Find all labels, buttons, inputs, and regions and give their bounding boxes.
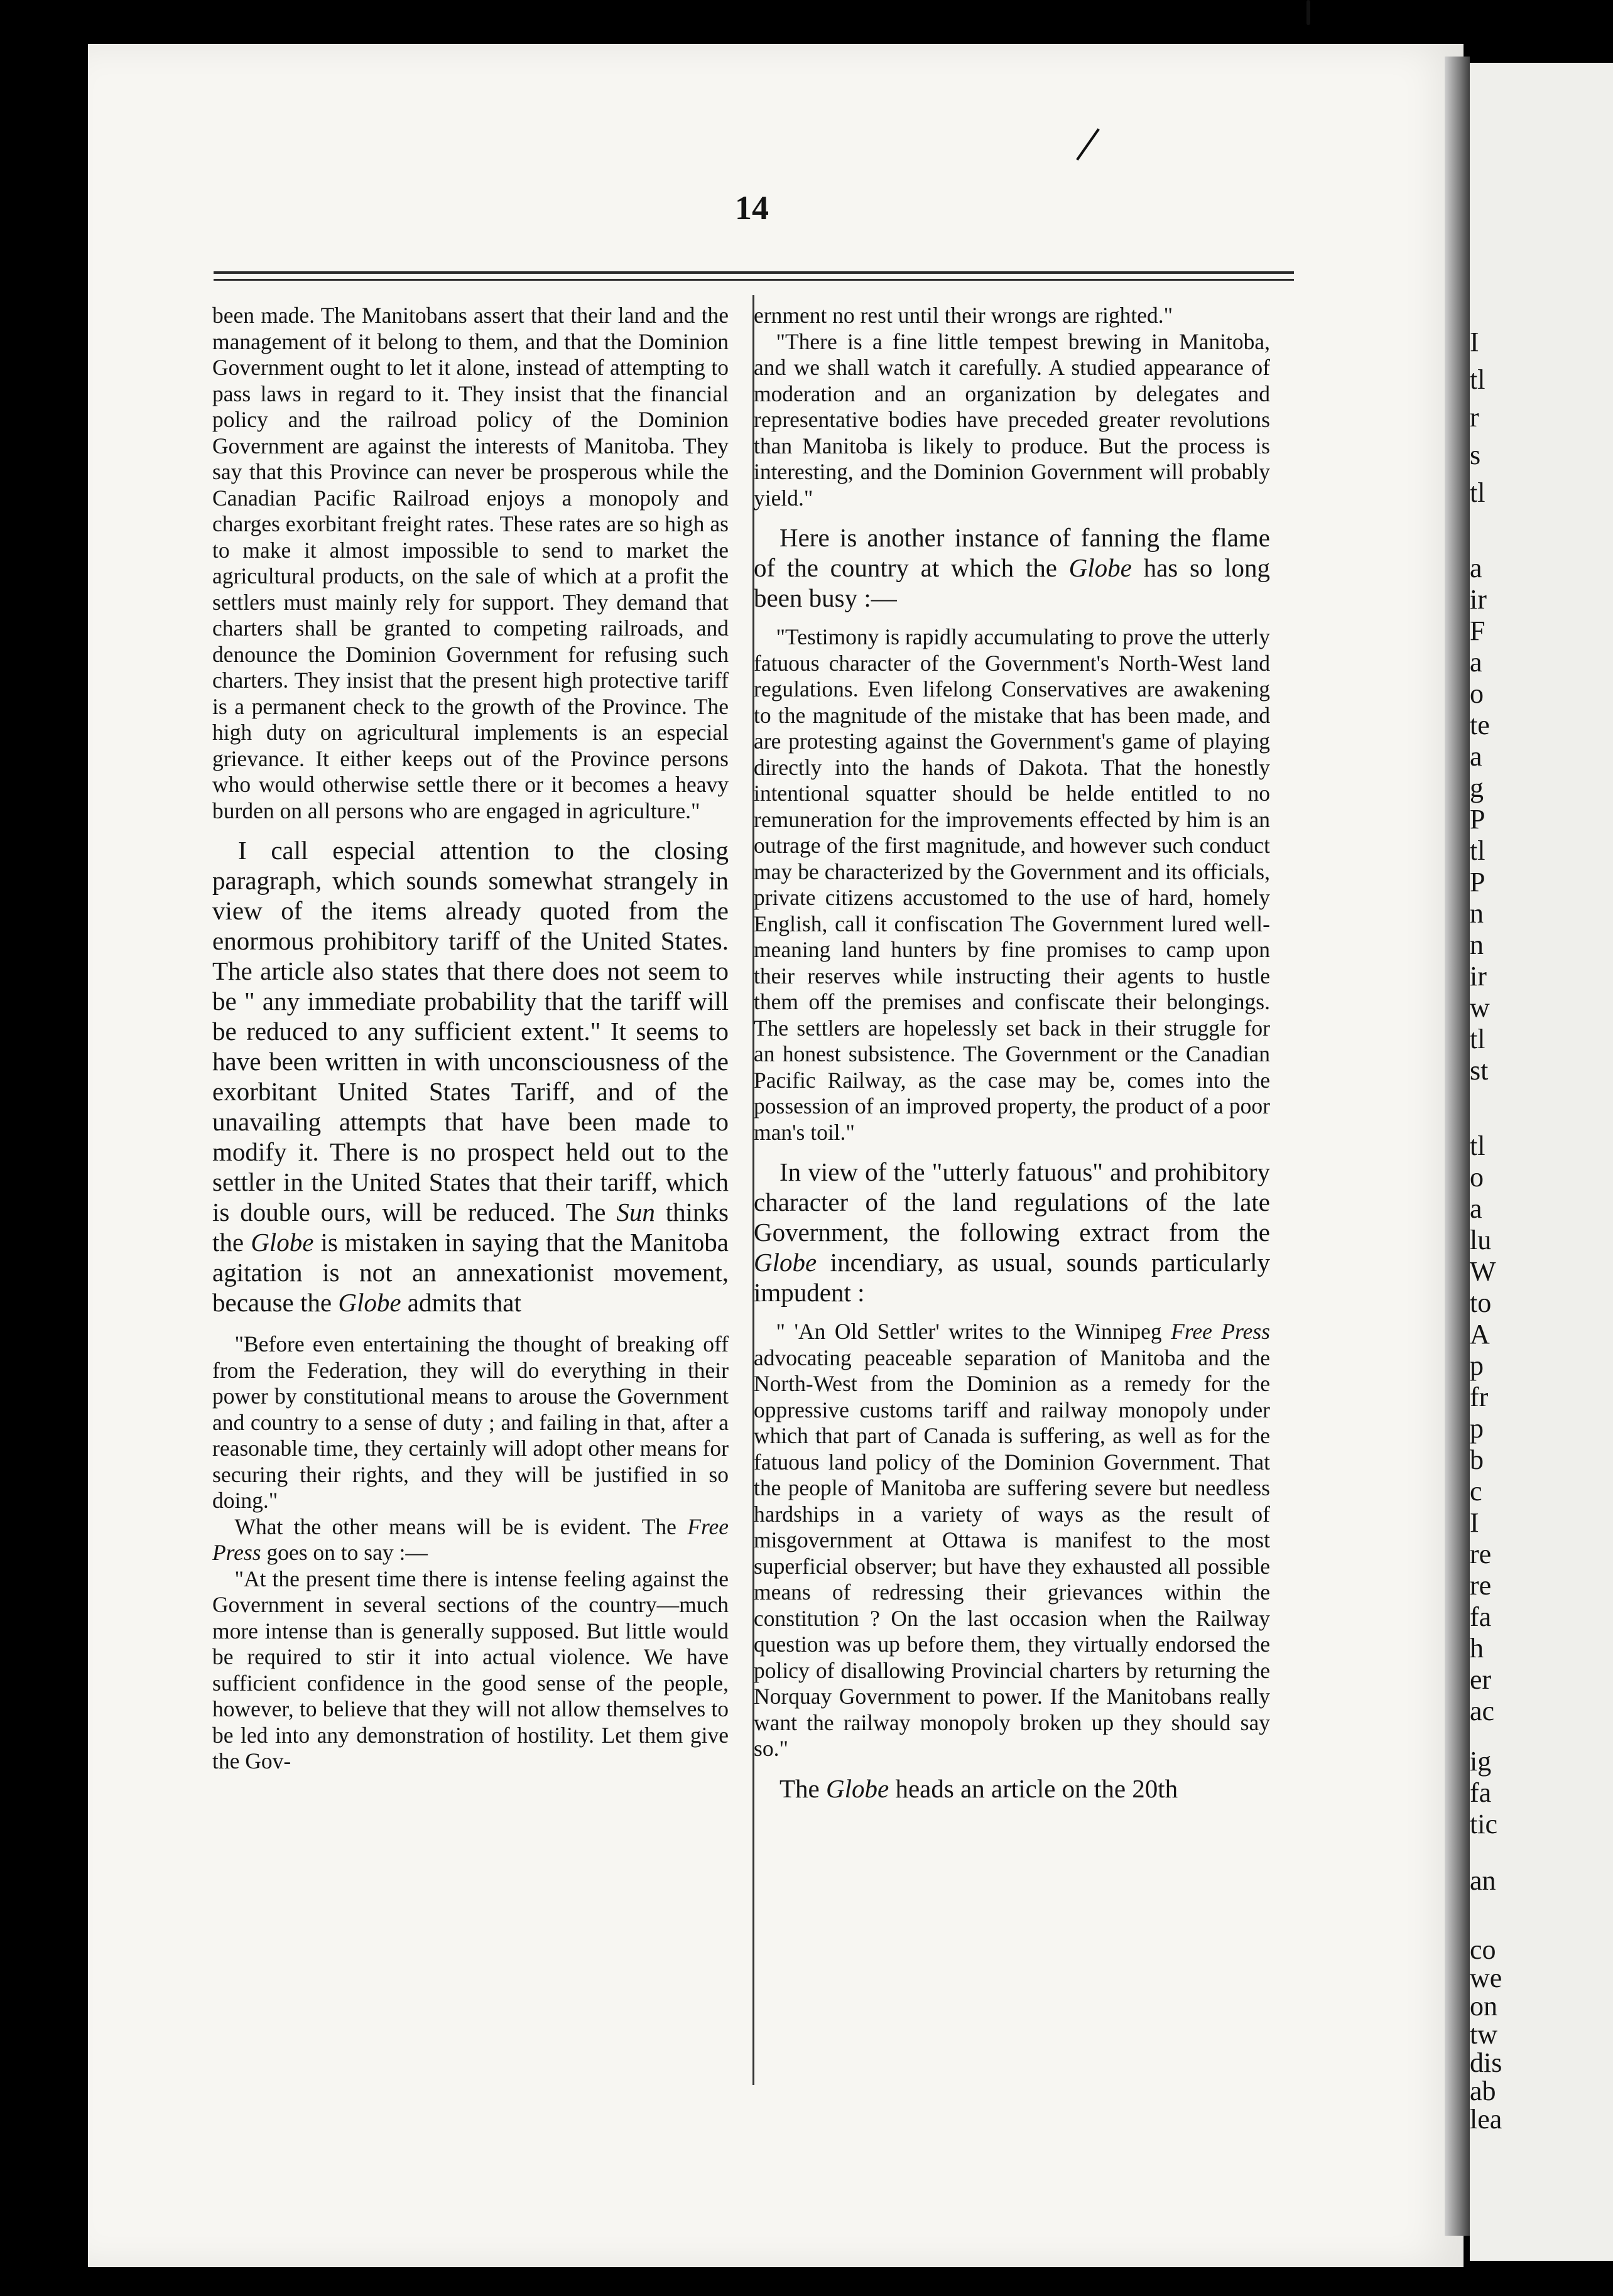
fragment-line: a [1470, 741, 1482, 772]
quoted-paragraph: ernment no rest until their wrongs are righted." [754, 303, 1173, 328]
fragment-line: fa [1470, 1777, 1492, 1808]
body-text: incendiary, as usual, sounds particularly impudent : [754, 1248, 1270, 1307]
body-paragraph [754, 1773, 1270, 1804]
fragment-line: tw [1470, 2019, 1497, 2050]
left-column [212, 303, 729, 2099]
fragment-line: I [1470, 327, 1479, 357]
body-text: thinks the [212, 1198, 729, 1257]
fragment-line: o [1470, 678, 1484, 709]
fragment-line: P [1470, 804, 1485, 835]
fragment-line: tl [1470, 835, 1485, 866]
adjacent-page-fragment [1470, 63, 1613, 2261]
fragment-line: tl [1470, 364, 1485, 395]
fragment-line: lu [1470, 1225, 1492, 1255]
body-text: has so long been busy :— [754, 553, 1270, 612]
body-text: The [779, 1773, 826, 1803]
fragment-line: o [1470, 1162, 1484, 1193]
body-paragraph [754, 1157, 1270, 1308]
fragment-line: tl [1470, 1024, 1485, 1054]
body-text: advocating peaceable separation of Manitoba and the North-West from the Dominion as a remedy for the oppressive customs tariff and railway monopoly under which that part of Canada is suffering, as well as for the fatuous land policy of the Dominion Government. That the people of Manitoba are suffering severe but needless hardships in a variety of ways as the result of misgovernment at Ottawa is manifest to the most superficial observer; but have they exhausted all possible means of redressing their grievances within the constitution ? On the last occasion when the Railway question was up before them, they virtually endorsed the policy of disallowing Provincial charters by returning the Norquay Government to power. If the Manitobans really want the railway monopoly broken up they should say so." [754, 1345, 1270, 1761]
header-rule [214, 279, 1294, 281]
body-text: What the other means will be is evident. The [234, 1514, 688, 1539]
body-text: goes on to say :— [261, 1540, 428, 1565]
body-text: is mistaken in saying that the Manitoba agitation is not an annexationist movement, because the [212, 1228, 729, 1317]
newspaper-title: Sun [616, 1198, 655, 1227]
fragment-line: on [1470, 1991, 1497, 2022]
quoted-paragraph: "Testimony is rapidly accumulating to prove the utterly fatuous character of the Government's North-West land regulations. Even lifelong Conservatives are awakening to the magnitude of the mistake that has been made, and are protesting against the Government's game of playing directly into the hands of Dakota. That the honestly intentional squatter should be helde entitled to no remuneration for the improvements effected by him is an outrage of the first magnitude, and however such conduct may be characterized by the Government and its officials, private citizens accustomed to the use of hard, homely English, call it confiscation The Government lured well-meaning land hunters by fine promises to camp upon their reserves while instructing their agents to hustle them off the premises and confiscate their belongings. The settlers are hopelessly set back in their struggle for an honest subsistence. The Government or the Canadian Pacific Railway, as the case may be, comes into the possession of an improved property, the product of a poor man's toil." [754, 624, 1270, 1145]
fragment-line: er [1470, 1664, 1492, 1695]
newspaper-title: Globe [251, 1228, 314, 1257]
fragment-line: b [1470, 1444, 1484, 1475]
body-text: " 'An Old Settler' writes to the Winnipeg [776, 1319, 1171, 1344]
newspaper-title: Free Press [212, 1514, 729, 1565]
fragment-line: re [1470, 1539, 1492, 1569]
fragment-line: n [1470, 929, 1484, 960]
body-text: I call especial attention to the closing paragraph, which sounds somewhat strangely in view of the items already quoted from the enormous prohibitory tariff of the United States. The article also states that there does not seem to be " any immediate probability that the tariff will be reduced to any sufficient extent." It seems to have been written in with unconsciousness of the exorbitant United States Tariff, and of the unavailing attempts that have been made to modify it. There is no prospect held out to the settler in the United States that their tariff, which is double ours, will be reduced. The [212, 836, 729, 1227]
fragment-line: st [1470, 1055, 1489, 1086]
fragment-line: tic [1470, 1809, 1497, 1839]
fragment-line: r [1470, 402, 1479, 433]
body-text: admits that [401, 1288, 521, 1317]
scan-mark [1306, 0, 1310, 25]
fragment-line: p [1470, 1413, 1484, 1444]
fragment-line: lea [1470, 2104, 1502, 2135]
fragment-line: w [1470, 992, 1490, 1023]
fragment-line: I [1470, 1507, 1479, 1538]
fragment-line: tl [1470, 477, 1485, 508]
fragment-line: ac [1470, 1696, 1495, 1726]
fragment-line: n [1470, 898, 1484, 929]
newspaper-title: Globe [338, 1288, 401, 1317]
fragment-line: s [1470, 440, 1481, 470]
body-paragraph [212, 1514, 729, 1566]
newspaper-title: Free Press [1171, 1319, 1270, 1344]
fragment-line: a [1470, 1193, 1482, 1224]
fragment-line: F [1470, 615, 1485, 646]
newspaper-title: Globe [754, 1248, 817, 1277]
fragment-line: to [1470, 1287, 1492, 1318]
fragment-line: dis [1470, 2047, 1502, 2078]
fragment-line: ir [1470, 961, 1487, 992]
header-rule [214, 271, 1294, 274]
fragment-line: re [1470, 1570, 1492, 1601]
fragment-line: c [1470, 1476, 1482, 1507]
fragment-line: we [1470, 1963, 1502, 1993]
page-edge-shadow [1445, 57, 1470, 2236]
fragment-line: ir [1470, 584, 1487, 615]
newspaper-title: Globe [826, 1773, 889, 1803]
fragment-line: an [1470, 1865, 1496, 1896]
quoted-paragraph: "There is a fine little tempest brewing in Manitoba, and we shall watch it carefully. A studied appearance of moderation and an organization by delegates and representative bodies have preceded greater revolutions than Manitoba is likely to produce. But the process is interesting, and the Dominion Government will probably yield." [754, 328, 1270, 511]
fragment-line: P [1470, 867, 1485, 897]
fragment-line: ig [1470, 1746, 1492, 1777]
body-text: heads an article on the 20th [889, 1773, 1178, 1803]
fragment-line: W [1470, 1256, 1496, 1287]
fragment-line: h [1470, 1633, 1484, 1664]
fragment-line: a [1470, 553, 1482, 583]
quoted-paragraph: been made. The Manitobans assert that their land and the management of it belong to them, and that the Dominion Government ought to let it alone, instead of attempting to pass laws in regard to it. They insist that the financial policy and the railroad policy of the Dominion Government are against the interests of Manitoba. They say that this Province can never be prosperous while the Canadian Pacific Railroad enjoys a monopoly and charges exorbitant freight rates. These rates are so high as to make it almost impossible to send to market the agricultural products, on the sale of which at a profit the settlers must mainly rely for support. They demand that charters shall be granted to competing railroads, and denounce the Dominion Government for refusing such charters. They insist that the present high protective tariff is a permanent check to the growth of the Province. The high duty on agricultural implements is an especial grievance. It either keeps out of the Province persons who would otherwise settle there or it becomes a heavy burden on all persons who are engaged in agriculture." [212, 303, 729, 823]
fragment-line: a [1470, 647, 1482, 678]
body-text: Here is another instance of fanning the flame of the country at which the [754, 523, 1270, 582]
body-text: In view of the "utterly fatuous" and prohibitory character of the land regulations of the late Government, the following extract from the [754, 1157, 1270, 1247]
newspaper-title: Globe [1068, 553, 1132, 582]
body-paragraph [754, 523, 1270, 613]
fragment-line: p [1470, 1350, 1484, 1381]
quoted-paragraph [754, 1319, 1270, 1762]
fragment-line: fa [1470, 1601, 1492, 1632]
quoted-paragraph: "At the present time there is intense feeling against the Government in several sections of the country—much more intense than is generally supposed. But little would be required to stir it into actual violence. We have sufficient confidence in the good sense of the people, however, to believe that they will not allow themselves to be led into any demonstration of hostility. Let them give the Gov- [212, 1566, 729, 1773]
fragment-line: g [1470, 772, 1484, 803]
fragment-line: fr [1470, 1382, 1489, 1412]
page-number: 14 [735, 189, 769, 227]
body-paragraph [212, 835, 729, 1318]
fragment-line: tl [1470, 1130, 1485, 1161]
fragment-line: te [1470, 710, 1490, 740]
fragment-line: A [1470, 1319, 1490, 1350]
fragment-line: co [1470, 1934, 1496, 1965]
fragment-line: ab [1470, 2076, 1496, 2106]
right-column [754, 303, 1270, 2099]
quoted-paragraph: "Before even entertaining the thought of breaking off from the Federation, they will do everything in their power by constitutional means to arouse the Government and country to a sense of duty ; and failing in that, after a reasonable time, they certainly will adopt other means for securing their rights, and they will be justified in so doing." [212, 1331, 729, 1513]
